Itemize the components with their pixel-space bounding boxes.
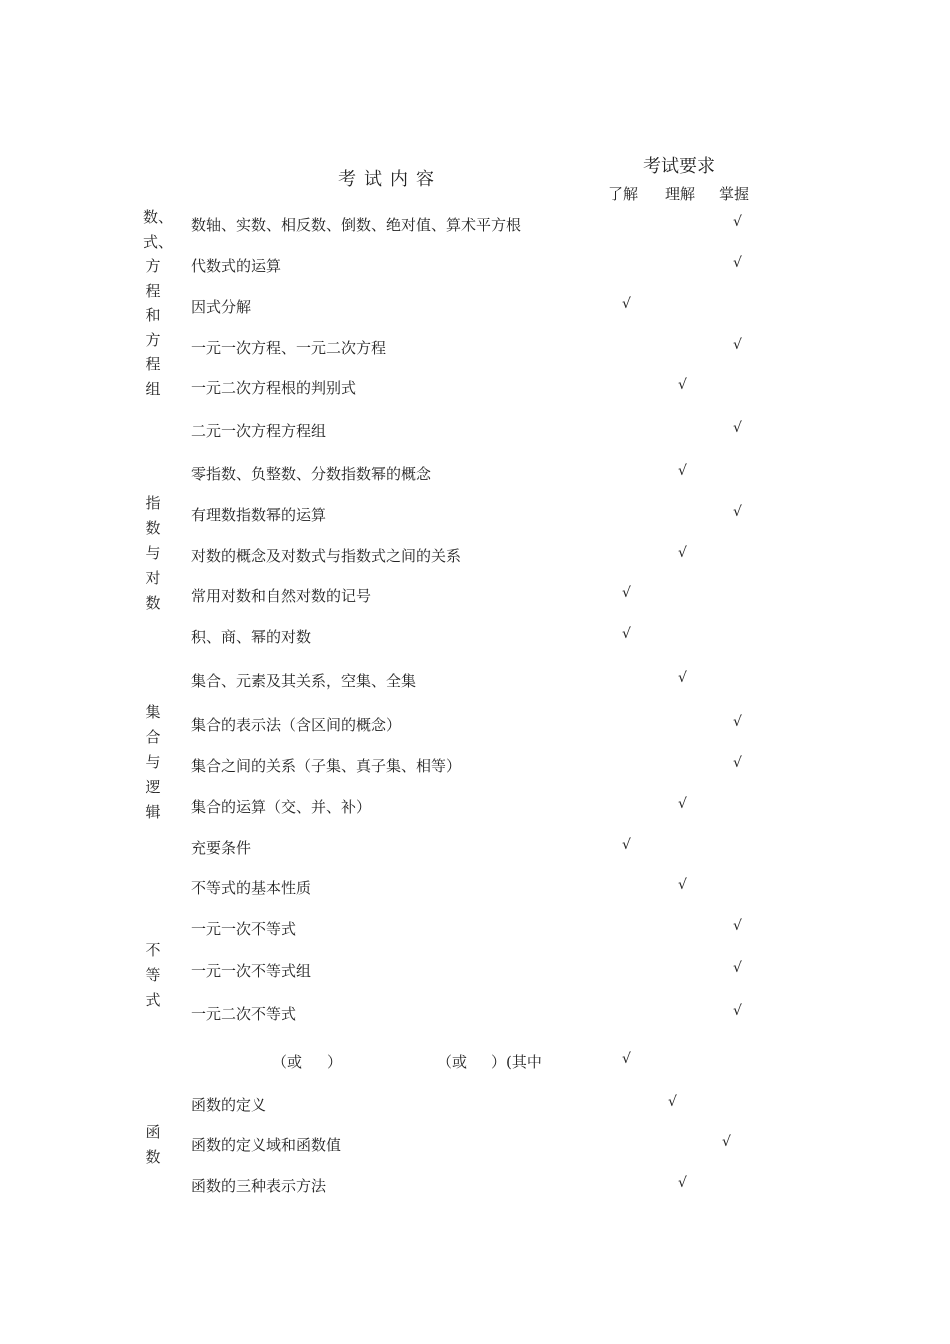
- fragment-text: （或: [437, 1053, 468, 1071]
- table-row-text: 零指数、负整数、分数指数幂的概念: [191, 465, 432, 483]
- check-mark: √: [622, 585, 631, 601]
- level-header-understand: 了解: [608, 185, 639, 203]
- check-mark: √: [733, 255, 742, 271]
- category-label-sets-logic: 集合与逻辑: [145, 703, 161, 821]
- requirement-header: 考试要求: [643, 156, 715, 177]
- check-mark: √: [733, 918, 742, 934]
- table-row-text: 一元二次不等式: [191, 1005, 297, 1023]
- check-mark: √: [678, 377, 687, 393]
- check-mark: √: [733, 755, 742, 771]
- check-mark: √: [622, 296, 631, 312]
- level-header-master: 掌握: [719, 185, 750, 203]
- check-mark: √: [733, 960, 742, 976]
- content-header: 考试内容: [338, 169, 442, 190]
- table-row-text: 函数的定义域和函数值: [191, 1136, 342, 1154]
- check-mark: √: [733, 337, 742, 353]
- table-row-text: 集合的运算（交、并、补）: [191, 798, 372, 816]
- category-label-exponent-log: 指数与对数: [145, 494, 161, 612]
- level-header-comprehend: 理解: [665, 185, 696, 203]
- table-row-text: 数轴、实数、相反数、倒数、绝对值、算术平方根: [191, 216, 522, 234]
- category-label-equations: 数、式、方程和方程组: [143, 208, 174, 398]
- table-row-text: 集合的表示法（含区间的概念）: [191, 716, 402, 734]
- fragment-text: （或: [272, 1053, 303, 1071]
- check-mark: √: [678, 877, 687, 893]
- check-mark: √: [678, 545, 687, 561]
- table-row-text: 代数式的运算: [191, 257, 282, 275]
- table-row-text: 二元一次方程方程组: [191, 422, 327, 440]
- check-mark: √: [733, 420, 742, 436]
- check-mark: √: [622, 1051, 631, 1067]
- check-mark: √: [678, 796, 687, 812]
- check-mark: √: [678, 463, 687, 479]
- check-mark: √: [678, 670, 687, 686]
- table-row-text: 积、商、幂的对数: [191, 628, 312, 646]
- table-row-text: 常用对数和自然对数的记号: [191, 587, 372, 605]
- table-row-text: 一元二次方程根的判别式: [191, 379, 357, 397]
- table-row-text: 不等式的基本性质: [191, 879, 312, 897]
- table-row-text: 集合之间的关系（子集、真子集、相等）: [191, 757, 462, 775]
- table-row-text: 一元一次不等式组: [191, 962, 312, 980]
- table-row-text: 有理数指数幂的运算: [191, 506, 327, 524]
- category-label-inequality: 不等式: [145, 941, 161, 1009]
- category-label-function: 函数: [145, 1123, 161, 1166]
- table-row-text: 一元一次方程、一元二次方程: [191, 339, 387, 357]
- table-row-text: 函数的三种表示方法: [191, 1177, 327, 1195]
- check-mark: √: [733, 714, 742, 730]
- check-mark: √: [678, 1175, 687, 1191]
- table-row-text: 集合、元素及其关系，空集、全集: [191, 672, 417, 690]
- table-row-text: 函数的定义: [191, 1096, 267, 1114]
- check-mark: √: [733, 504, 742, 520]
- check-mark: √: [668, 1094, 677, 1110]
- check-mark: √: [722, 1134, 731, 1150]
- table-row-text: 一元一次不等式: [191, 920, 297, 938]
- fragment-text: ）(其中: [491, 1053, 542, 1071]
- check-mark: √: [622, 837, 631, 853]
- table-row-text: 因式分解: [191, 298, 252, 316]
- table-row-text: 充要条件: [191, 839, 252, 857]
- fragment-text: ）: [327, 1053, 343, 1071]
- table-row-text: 对数的概念及对数式与指数式之间的关系: [191, 547, 462, 565]
- check-mark: √: [733, 1003, 742, 1019]
- check-mark: √: [733, 214, 742, 230]
- check-mark: √: [622, 626, 631, 642]
